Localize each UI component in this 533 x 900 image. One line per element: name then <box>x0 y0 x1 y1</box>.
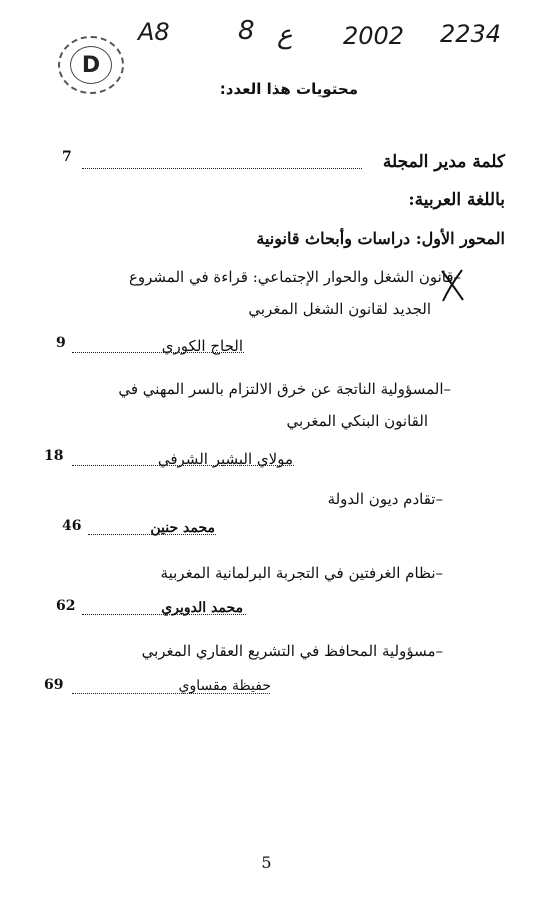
article-title-line1: قانون الشغل والحوار الإجتماعي: قراءة في المشروع <box>128 268 454 286</box>
author-name: محمد الدويري <box>161 600 243 616</box>
axis-one-heading: المحور الأول: دراسات وأبحاث قانونية <box>256 229 505 248</box>
article-title-line1: تقادم ديون الدولة <box>327 490 436 508</box>
stamp-letter: D <box>81 53 101 78</box>
page-ref: 62 <box>56 598 76 614</box>
leader-dots <box>72 465 294 466</box>
article-title-conservator-liability <box>142 642 443 660</box>
contents-heading: محتويات هذا العدد: <box>219 80 358 98</box>
library-stamp <box>58 36 124 94</box>
page-ref: 18 <box>44 448 64 464</box>
author-name: محمد حنين <box>150 520 215 536</box>
article-title-professional-secrecy <box>118 380 451 398</box>
handwritten-year: 2002 <box>343 22 405 50</box>
dash: – <box>435 642 443 660</box>
article-title-line2: القانون البنكي المغربي <box>286 412 428 430</box>
article-title-state-debts <box>328 490 443 508</box>
leader-dots <box>82 168 362 169</box>
page-ref: 46 <box>62 518 82 534</box>
leader-dots <box>72 352 244 353</box>
dash: – <box>435 564 443 582</box>
article-title-line2: الجديد لقانون الشغل المغربي <box>248 300 431 318</box>
section-arabic: باللغة العربية: <box>408 190 505 210</box>
author-name: الحاج الكوري <box>161 337 243 355</box>
article-title-labor-law <box>129 268 461 286</box>
handwritten-number: 8 <box>238 16 255 46</box>
page-ref: 9 <box>56 335 66 351</box>
leader-dots <box>88 534 216 535</box>
article-title-line1: مسؤولية المحافظ في التشريع العقاري المغربي <box>141 642 436 660</box>
handwritten-letter: ع <box>277 20 293 50</box>
dash: – <box>435 490 443 508</box>
handwritten-code: A8 <box>138 18 170 46</box>
leader-dots <box>72 693 270 694</box>
page-ref: 7 <box>62 149 72 165</box>
dash: – <box>453 268 461 286</box>
leader-dots <box>82 614 246 615</box>
author-name: مولاي البشير الشرفي <box>157 450 293 468</box>
handwritten-ref: 2234 <box>440 20 502 48</box>
toc-entry-director-word: كلمة مدير المجلة <box>382 152 505 172</box>
article-title-line1: المسؤولية الناتجة عن خرق الالتزام بالسر المهني في <box>118 380 444 398</box>
article-title-bicameral <box>161 564 443 582</box>
author-name: حفيظة مقساوي <box>178 678 271 694</box>
article-title-line1: نظام الغرفتين في التجربة البرلمانية المغربية <box>160 564 436 582</box>
page-number: 5 <box>261 853 272 872</box>
stamp-inner-ring <box>70 46 112 84</box>
page-ref: 69 <box>44 677 64 693</box>
dash: – <box>443 380 451 398</box>
